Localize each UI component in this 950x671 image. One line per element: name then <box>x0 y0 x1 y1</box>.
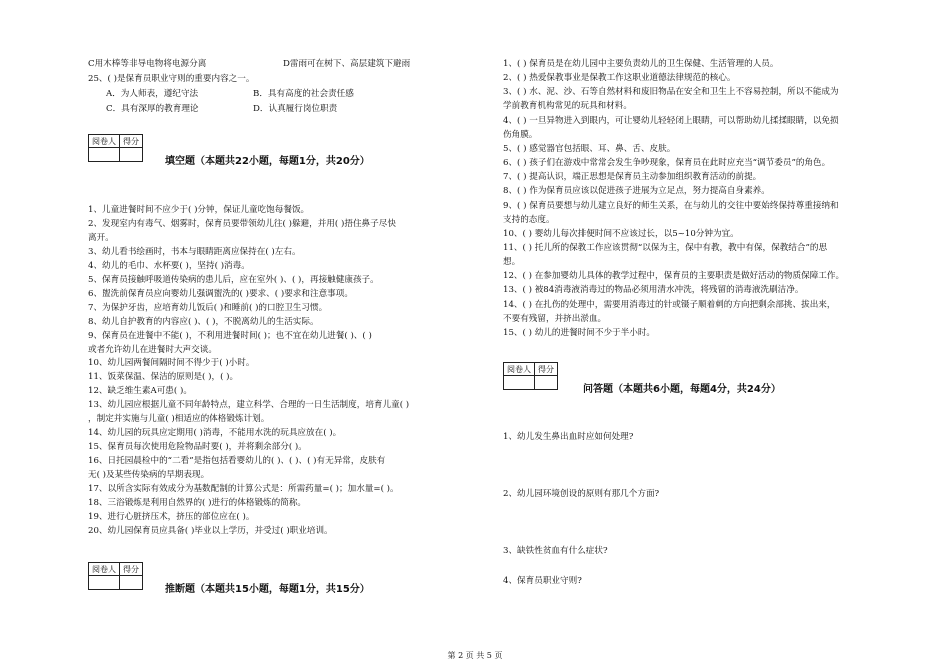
question-line: 14、( ) 在扎伤的处理中，需要用消毒过的针或镊子顺着刺的方向把剩余部挑、拔出来， <box>503 299 836 310</box>
score-cell[interactable] <box>120 576 143 590</box>
question-line: 6、( ) 孩子们在游戏中常常会发生争吵现象，保育员在此时应充当“调节委员”的角色。 <box>503 158 831 169</box>
question-line: 6、盥洗前保育员应向婴幼儿强调盥洗的( )要求、( )要求和注意事项。 <box>88 288 353 299</box>
question-line: 19、进行心脏挤压术，挤压的部位应在( )。 <box>88 511 255 522</box>
question-line: 8、幼儿自护教育的内容应( )、( )，不脱离幼儿的生活实际。 <box>88 316 319 327</box>
q25-option-d: D．认真履行岗位职责 <box>253 104 338 114</box>
reviewer-cell[interactable] <box>89 148 120 162</box>
reviewer-label: 阅卷人 <box>89 135 120 148</box>
question-line: 学前教育机构常见的玩具和材料。 <box>503 101 632 112</box>
question-line: 9、( ) 保育员要想与幼儿建立良好的师生关系，在与幼儿的交往中要始终保持尊重接纳和 <box>503 200 839 211</box>
question-line: 14、幼儿园的玩具应定期用( )消毒，不能用水洗的玩具应放在( )。 <box>88 428 342 439</box>
question-line: 3、( ) 水、泥、沙、石等自然材料和废旧物品在安全和卫生上不容易控制，所以不能成为 <box>503 87 839 98</box>
qa-question: 1、幼儿发生鼻出血时应如何处理? <box>503 432 634 442</box>
question-line: 13、( ) 被84消毒液消毒过的物品必须用清水冲洗，将残留的消毒液洗刷洁净。 <box>503 285 804 296</box>
qa-question: 4、保育员职业守则? <box>503 576 582 586</box>
question-line: 10、幼儿园两餐间隔时间不得少于( )小时。 <box>88 358 255 369</box>
question-line: 11、( ) 托儿所的保教工作应该贯彻“以保为主，保中有教，教中有保，保教结合”的思 <box>503 242 828 253</box>
question-line: 2、发现室内有毒气、烟雾时，保育员要带领幼儿往( )躲避，并用( )捂住鼻子尽快 <box>88 218 396 229</box>
score-cell[interactable] <box>535 376 558 390</box>
question-line: 17、以所含实际有效成分为基数配制的计算公式是：所需药量=( )；加水量=( )。 <box>88 484 399 494</box>
question-line: 13、幼儿园应根据儿童不同年龄特点，建立科学、合理的一日生活制度，培育儿童( ) <box>88 400 410 411</box>
question-line: 12、( ) 在参加婴幼儿具体的教学过程中，保育员的主要职责是做好活动的物质保障工作。 <box>503 271 845 282</box>
question-line: 8、( ) 作为保育员应该以促进孩子进展为立足点，努力提高自身素养。 <box>503 186 770 197</box>
question-line: 11、饭菜保温、保洁的原则是( )，( )。 <box>88 372 239 383</box>
question-line: 7、( ) 提高认识，端正思想是保育员主动参加组织教育活动的前提。 <box>503 172 762 183</box>
question-line: 无( )及某些传染病的早期表现。 <box>88 470 210 481</box>
page-number: 第 2 页 共 5 页 <box>447 651 503 660</box>
question-line: 12、缺乏维生素A可患( )。 <box>88 386 192 397</box>
question-line: 9、保育员在进餐中不能( )，不利用进餐时间( )；也不宜在幼儿进餐( )、( ) <box>88 330 372 341</box>
q25-option-c: C．具有深厚的教育理论 <box>106 104 199 114</box>
score-box-judge <box>88 562 143 590</box>
qa-section-title: 问答题（本题共6小题，每题4分，共24分） <box>583 384 781 395</box>
question-line: 4、( ) 一旦异物进入到眼内，可让婴幼儿轻轻闭上眼睛，可以帮助幼儿揉揉眼睛，以免损 <box>503 115 839 126</box>
q24-option-d: D雷雨可在树下、高层建筑下避雨 <box>283 59 411 69</box>
question-line: 15、保育员每次使用危险物品时要( )，并将剩余部分( )。 <box>88 442 307 453</box>
question-line: 1、儿童进餐时间不应少于( )分钟，保证儿童吃饱每餐饭。 <box>88 205 310 215</box>
question-line: 3、幼儿看书绘画时，书本与眼睛距离应保持在( )左右。 <box>88 246 301 257</box>
question-line: 想。 <box>503 257 521 268</box>
q24-option-c: C用木棒等非导电物将电源分离 <box>88 59 207 69</box>
judge-section-title: 推断题（本题共15小题，每题1分，共15分） <box>165 584 370 595</box>
score-box-fill <box>88 134 143 162</box>
reviewer-cell[interactable] <box>504 376 535 390</box>
question-line: 2、( ) 热爱保教事业是保教工作这职业道德法律规范的核心。 <box>503 73 736 84</box>
question-line: 或者允许幼儿在进餐时大声交谈。 <box>88 344 217 355</box>
question-line: 伤角膜。 <box>503 129 538 140</box>
question-line: 5、( ) 感觉器官包括眼、耳、鼻、舌、皮肤。 <box>503 143 676 154</box>
score-label: 得分 <box>120 563 143 576</box>
question-line: 15、( ) 幼儿的进餐时间不少于半小时。 <box>503 327 656 338</box>
question-line: ，制定并实施与儿童( )相适应的体格锻炼计划。 <box>88 414 270 425</box>
reviewer-cell[interactable] <box>89 576 120 590</box>
qa-question: 2、幼儿园环境创设的原则有那几个方面? <box>503 489 660 499</box>
question-line: 16、日托园晨检中的“二看”是指包括看婴幼儿的( )、( )、( )有无异常，皮肤有 <box>88 456 386 467</box>
question-line: 不要有残留，并挤出淤血。 <box>503 313 607 324</box>
question-line: 5、保育员接触呼吸道传染病的患儿后，应在室外( )、( )，再接触健康孩子。 <box>88 274 379 285</box>
q25-option-a: A．为人师表，遵纪守法 <box>106 89 199 99</box>
question-line: 20、幼儿园保育员应具备( )毕业以上学历，并受过( )职业培训。 <box>88 525 333 536</box>
question-line: 离开。 <box>88 232 114 243</box>
q25-stem: 25、( )是保育员职业守则的重要内容之一。 <box>88 74 255 84</box>
q25-option-b: B．具有高度的社会责任感 <box>253 89 354 99</box>
question-line: 7、为保护牙齿，应培育幼儿饭后( )和睡前( )的口腔卫生习惯。 <box>88 302 328 313</box>
question-line: 支持的态度。 <box>503 214 555 225</box>
score-box-qa <box>503 362 558 390</box>
question-line: 18、三浴锻炼是利用自然界的( )进行的体格锻炼的简称。 <box>88 497 307 508</box>
question-line: 1、( ) 保育员是在幼儿园中主要负责幼儿的卫生保健、生活管理的人员。 <box>503 59 779 69</box>
qa-question: 3、缺铁性贫血有什么症状? <box>503 546 608 556</box>
score-label: 得分 <box>120 135 143 148</box>
reviewer-label: 阅卷人 <box>504 363 535 376</box>
score-label: 得分 <box>535 363 558 376</box>
reviewer-label: 阅卷人 <box>89 563 120 576</box>
question-line: 4、幼儿的毛巾、水杯要( )，坚持( )消毒。 <box>88 260 250 271</box>
score-cell[interactable] <box>120 148 143 162</box>
fill-section-title: 填空题（本题共22小题，每题1分，共20分） <box>165 156 370 167</box>
question-line: 10、( ) 婴幼儿每次排便时间不应该过长，以5~10分钟为宜。 <box>503 228 739 239</box>
